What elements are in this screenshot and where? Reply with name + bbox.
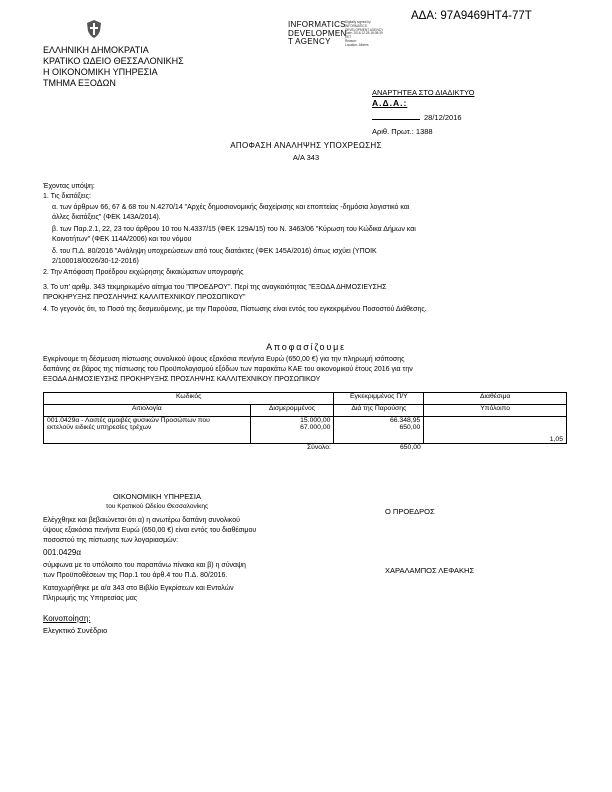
row-description-line: 001.0429α - Λοιπές αμοιβές φυσικών Προσώπων που xyxy=(47,417,210,424)
informatics-line: DEVELOPMEN xyxy=(288,28,347,38)
table-header-row xyxy=(44,405,567,417)
informatics-line: INFORMATICS xyxy=(288,20,346,29)
decision-text-line: ΕΞΟΔΑ ΔΗΜΟΣΙΕΥΣΗΣ ΠΡΟΚΗΡΥΞΗΣ ΠΡΟΣΛΗΨΗΣ ΚΑΛΛΙΤΕΧΝΙΚΟΥ ΠΡΟΣΩΠΙΚΟΥ xyxy=(43,376,321,383)
account-code: 001.0429α xyxy=(43,548,81,557)
document-date xyxy=(372,113,462,122)
verification-line: των Προϋποθέσεων της Παρ.1 του άρθ.4 του Π.Δ. 80/2016. xyxy=(43,572,228,579)
president-name: ΧΑΡΑΛΑΜΠΟΣ ΛΕΦΑΚΗΣ xyxy=(385,566,475,575)
signature-detail: DEVELOPMENT AGENCY xyxy=(345,27,384,32)
budget-table xyxy=(43,392,567,455)
signature-detail: Date: 2016.12.28 16:08:39 xyxy=(345,31,383,36)
sum-value: 650,00 xyxy=(399,444,421,451)
consideration-item-3-cont: ΠΡΟΚΗΡΥΞΗΣ ΠΡΟΣΛΗΨΗΣ ΚΑΛΛΙΤΕΧΝΙΚΟΥ ΠΡΟΣΩΠΙΚΟΥ" xyxy=(43,294,246,301)
consideration-a-line: άλλες διατάξεις" (ΦΕΚ 143Α/2014). xyxy=(52,214,161,221)
signature-detail: INFORMATICS xyxy=(345,23,367,28)
service-title: ΟΙΚΟΝΟΜΙΚΗ ΥΠΗΡΕΣΙΑ xyxy=(112,492,202,501)
row-approved-committed xyxy=(250,417,334,444)
row-remaining xyxy=(424,417,567,444)
header-approved: Εγκεκριμμένος Π/Υ xyxy=(334,393,424,405)
decision-heading: Αποφασίζουμε xyxy=(266,342,346,352)
consideration-a-line: α. των άρθρων 66, 67 & 68 του Ν.4270/14 "Αρχές δημοσιονομικής διαχείρισης και εποπτείας -δημόσια λογιστικό και xyxy=(52,204,410,211)
table-header-row xyxy=(44,393,567,405)
date-value: 28/12/2016 xyxy=(424,113,462,122)
available-value: 66.348,95 xyxy=(390,417,421,424)
ada-header: ΑΔΑ: 97Α9469ΗΤ4-77Τ xyxy=(411,10,532,22)
document-subtitle: Α/Α 343 xyxy=(292,153,320,162)
registration-line: Πληρωμής της Υπηρεσίας μας xyxy=(43,595,138,602)
signature-detail: Digitally signed by xyxy=(345,20,371,24)
this-value: 650,00 xyxy=(399,424,421,431)
org-line: Η ΟΙΚΟΝΟΜΙΚΗ ΥΠΗΡΕΣΙΑ xyxy=(43,67,158,77)
digital-signature-details xyxy=(345,21,383,48)
cc-label: Κοινοποίηση: xyxy=(43,614,91,623)
ada-label: Α.Δ.Α.: xyxy=(372,98,408,108)
decision-text-line: δαπάνης σε βάρος της πίστωσης του Προϋπολογισμού εξόδων των παρακάτω ΚΑΕ του οικονομικού έτους 2016 για την xyxy=(43,366,413,373)
row-description-line: εκτελούν ειδικές υπηρεσίες τρέχων xyxy=(47,424,152,431)
considerations-intro: Έχοντας υπόψη: xyxy=(43,183,95,190)
verification-line: ύψους εξακόσια πενήντα Ευρώ (650,00 €) είναι εντός του διαθέσιμου xyxy=(43,527,257,534)
verification-line: Ελέγχθηκε και βεβαιώνεται ότι α) η ανωτέρω δαπάνη συνολικού xyxy=(43,517,240,524)
header-code: Κωδικός xyxy=(44,393,334,405)
signature-detail: Location: Athens xyxy=(345,42,369,47)
consideration-item-1: 1. Τις διατάξεις: xyxy=(43,193,91,200)
signature-detail: EET xyxy=(345,35,352,40)
header-committed: Δισμερομμένος xyxy=(250,405,334,417)
org-line: ΚΡΑΤΙΚΟ ΩΔΕΙΟ ΘΕΣΣΑΛΟΝΙΚΗΣ xyxy=(43,56,184,66)
org-line: ΕΛΛΗΝΙΚΗ ΔΗΜΟΚΡΑΤΙΑ xyxy=(43,45,149,55)
header-remaining: Υπόλοιπο xyxy=(424,405,567,417)
posting-label: ΑΝΑΡΤΗΤΕΑ ΣΤΟ ΔΙΑΔΙΚΤΥΟ xyxy=(372,88,475,97)
header-reason: Αιτιολογία xyxy=(44,405,251,417)
president-title: Ο ΠΡΟΕΔΡΟΣ xyxy=(385,507,435,516)
informatics-line: T AGENCY xyxy=(288,37,331,46)
signature-detail: Reason: xyxy=(345,38,357,43)
verification-line: ποσοστού της πίστωσης των λογαριασμών: xyxy=(43,537,179,544)
approved-value: 15.000,00 xyxy=(300,417,331,424)
committed-value: 67.000,00 xyxy=(300,424,331,431)
row-available-this xyxy=(334,417,424,444)
sum-label: Σύνολο: xyxy=(306,444,331,451)
protocol-number: Αριθ. Πρωτ.: 1388 xyxy=(372,127,433,136)
remaining-value: 1,05 xyxy=(549,436,563,443)
digital-signature-label xyxy=(288,21,347,47)
cc-recipient: Ελεγκτικό Συνέδριο xyxy=(43,626,108,635)
row-description xyxy=(44,417,251,444)
table-sum-row xyxy=(44,444,567,456)
greek-coat-of-arms-icon xyxy=(86,19,102,39)
decision-text-line: Εγκρίνουμε τη δέσμευση πίστωσης συνολικού ύψους εξακόσια πενήντα Ευρώ (650,00 €) για την πληρωμή ισόποσης xyxy=(43,356,405,363)
consideration-item-3: 3. Το υπ' αριθμ. 343 τεκμηριωμένο αίτημα του "ΠΡΟΕΔΡΟΥ". Περί της αναγκαιότητας "ΕΞΟΔΑ ΔΗΜΟΣΙΕΥΣΗΣ xyxy=(43,284,387,291)
date-blank-line xyxy=(372,119,420,120)
consideration-b-line: β. των Παρ.2.1, 22, 23 του άρθρου 10 του Ν.4337/15 (ΦΕΚ 129Α/15) του Ν. 3463/06 "Κύρωση του Κώδικα Δήμων και xyxy=(52,226,416,233)
consideration-item-2: 2. Την Απόφαση Προέδρου εκχώρησης δικαιώματων υπογραφής xyxy=(43,269,244,276)
registration-line: Καταχωρήθηκε με α/α 343 στο Βιβλίο Εγκρίσεων και Εντολών xyxy=(43,585,234,592)
header-available: Διαθέσιμα xyxy=(424,393,567,405)
consideration-d-line: δ. του Π.Δ. 80/2016 "Ανάληψη υποχρεώσεων από τους διατάκτες (ΦΕΚ 145Α/2016) όπως ισχύει (ΥΠΟΙΚ xyxy=(52,248,377,255)
org-line: ΤΜΗΜΑ ΕΞΟΔΩΝ xyxy=(43,78,116,88)
table-row xyxy=(44,417,567,444)
issuing-organization xyxy=(43,45,184,89)
document-title: ΑΠΟΦΑΣΗ ΑΝΑΛΗΨΗΣ ΥΠΟΧΡΕΩΣΗΣ xyxy=(230,141,382,150)
verification-line: σύμφωνα με το υπόλοιπο του παραπάνω πίνακα και β) η σύναψη xyxy=(43,562,246,569)
consideration-b-line: Κοινοτήτων" (ΦΕΚ 114Α/2006) και του νόμου xyxy=(52,236,192,243)
consideration-item-4: 4. Το γεγονός ότι, το Ποσό της δεσμευόμενης, με την Παρούσα, Πίστωσης είναι εντός του εγκεκριμένου Ποσοστού Διάθεσης. xyxy=(43,306,427,313)
consideration-d-line: 2/100018/0026/30-12-2016) xyxy=(52,258,139,265)
header-this: Διά της Παρούσης xyxy=(334,405,424,417)
service-subtitle: του Κρατικού Ωδείου Θεσσαλονίκης xyxy=(105,503,209,510)
